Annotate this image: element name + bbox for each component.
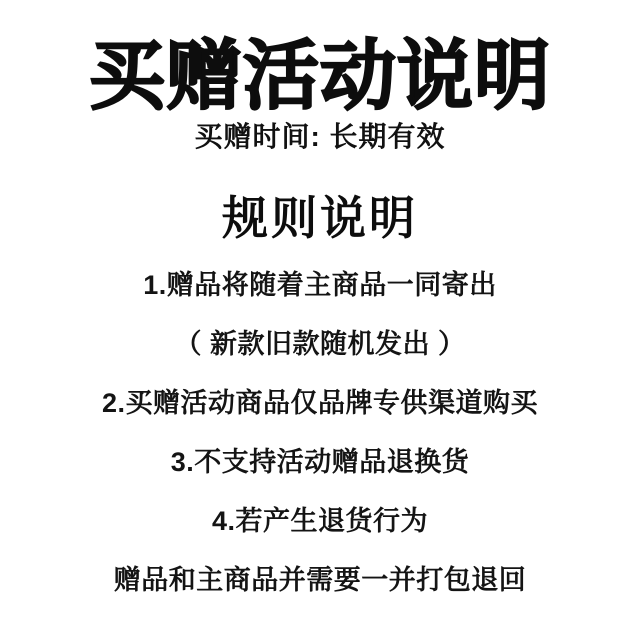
poster-subtitle: 买赠时间: 长期有效 — [194, 121, 446, 153]
rule-line-4: 4.若产生退货行为 — [211, 506, 429, 537]
rule-line-2: 2.买赠活动商品仅品牌专供渠道购买 — [101, 388, 539, 419]
rule-line-1: 1.赠品将随着主商品一同寄出 — [143, 270, 497, 301]
rule-line-1-note: （ 新款旧款随机发出 ） — [174, 329, 466, 360]
rules-list — [0, 253, 640, 607]
rule-line-3: 3.不支持活动赠品退换货 — [170, 447, 470, 478]
rule-line-4-continuation: 赠品和主商品并需要一并打包退回 — [113, 565, 527, 596]
poster-title: 买赠活动说明 — [89, 34, 551, 119]
rules-section-heading: 规则说明 — [222, 192, 418, 245]
